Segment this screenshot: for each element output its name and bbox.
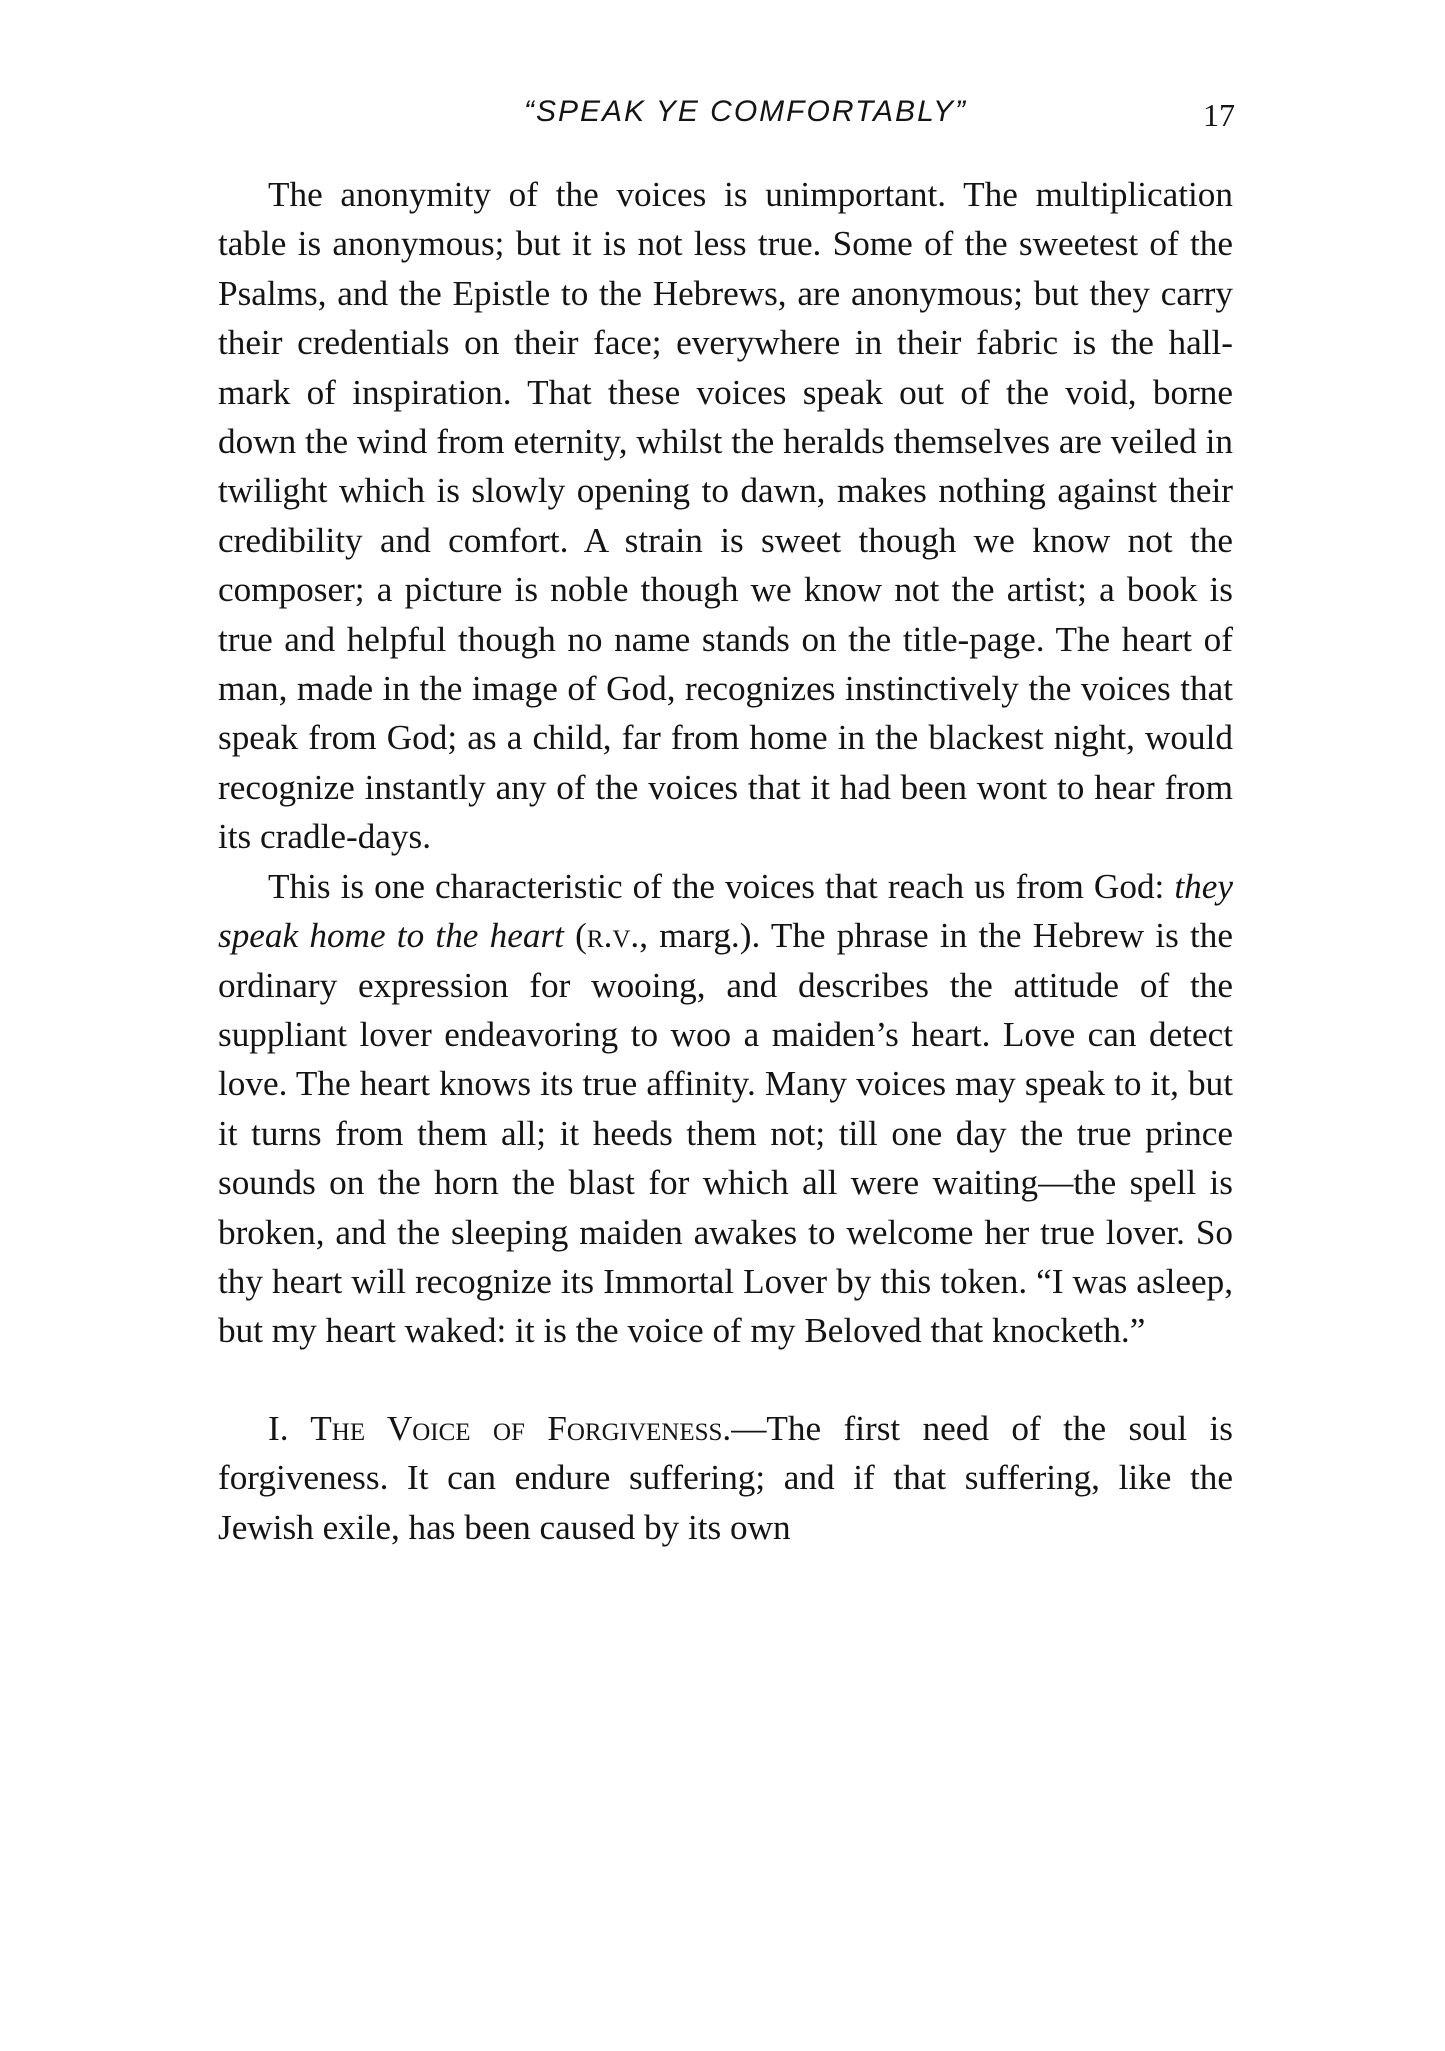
paragraph-text: (	[563, 916, 587, 956]
paragraph-text: This is one characteristic of the voices that reach us from God:	[268, 866, 1175, 906]
italic-phrase: they speak home to the heart	[218, 866, 1233, 956]
paragraph-anonymity: The anonymity of the voices is unimportant. The multiplication table is anonymous; but it is not less true. Some of the sweetest of the Psalms, and the Epistle to the Hebrews, are anonymous; but they carry their credentials on their face; everywhere in their fabric is the hall-mark of inspiration. That these voices speak out of the void, borne down the wind from eternity, whilst the heralds themselves are veiled in twilight which is slowly opening to dawn, makes nothing against their credibility and comfort. A strain is sweet though we know not the composer; a picture is noble though we know not the artist; a book is true and helpful though no name stands on the title-page. The heart of man, made in the image of God, recognizes instinctively the voices that speak from God; as a child, far from home in the blackest night, would recognize instantly any of the voices that it had been wont to hear from its cradle-days.	[218, 175, 1233, 857]
paragraph-text: , marg.). The phrase in the Hebrew is the ordinary expression for wooing, and describes the attitude of the suppliant lover endeavoring to woo a maiden’s heart. Love can detect love. The heart knows its true affinity. Many voices may speak to it, but it turns from them all; it heeds them not; till one day the true prince sounds on the horn the blast for which all were waiting—the spell is broken, and the sleeping maiden awakes to welcome her true lover. So thy heart will recognize its Immortal Lover by this token. “I was asleep, but my heart waked: it is the voice of my Beloved that knocketh.”	[218, 916, 1234, 1351]
page-header	[218, 95, 1233, 147]
running-head: “SPEAK YE COMFORTABLY”	[523, 95, 967, 128]
paragraph-text: —The first need of the soul is forgiveness. It can endure suffering; and if that suffering, like the Jewish exile, has been caused by its own	[218, 1408, 1233, 1547]
revised-version-abbrev: r.v.	[586, 916, 640, 956]
book-page	[218, 95, 1233, 1552]
paragraph-speak-home	[218, 862, 1233, 1356]
section-heading: I. The Voice of Forgiveness.	[268, 1408, 732, 1448]
paragraph-forgiveness	[218, 1404, 1233, 1552]
page-number: 17	[1203, 97, 1235, 133]
